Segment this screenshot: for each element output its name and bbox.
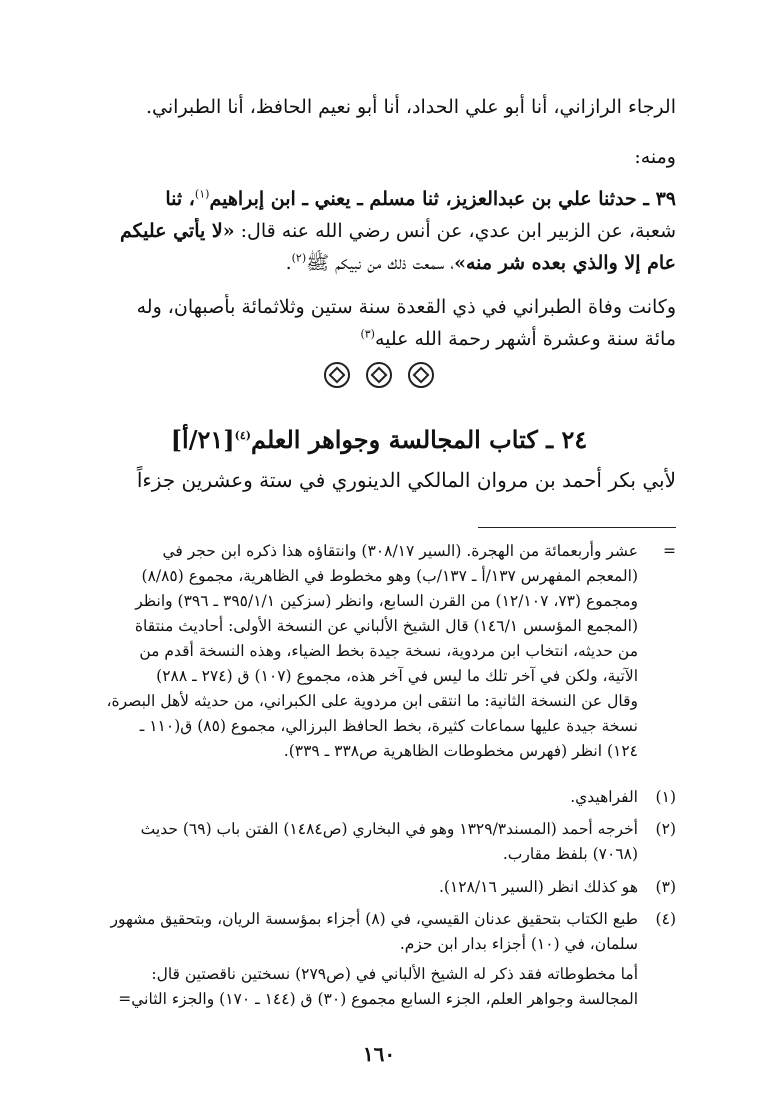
hadith-line: شعبة، عن الزبير ابن عدي، عن أنس رضي الله عنه قال: «لا يأتي عليكم [119, 220, 676, 242]
hadith-line: ٣٩ ـ حدثنا علي بن عبدالعزيز، ثنا مسلم ـ يعني ـ ابن إبراهيم$^{(١)}$، ثنا [165, 187, 676, 210]
continuation-marker: = [663, 542, 676, 560]
page-number: ١٦٠ [362, 1042, 396, 1066]
footnote-number: (٣) [655, 878, 676, 896]
section-title: ٢٤ ـ كتاب المجالسة وجواهر العلم$^{(٤)}$[٢١/أ] [170, 425, 588, 454]
footnote-ref: (٣) [360, 327, 375, 341]
footnote-number: (١) [655, 788, 676, 806]
footnote-number: (٤) [655, 910, 676, 928]
footnote-ref: (١) [194, 187, 210, 201]
text-line: وكانت وفاة الطبراني في ذي القعدة سنة ستين وثلاثمائة بأصبهان، وله [136, 296, 676, 318]
footnote-divider [478, 527, 676, 528]
book-page: الرجاء الرازاني، أنا أبو علي الحداد، أنا أبو نعيم الحافظ، أنا الطبراني. ومنه: ٣٩ ـ حدثنا علي بن عبدالعزيز، ثنا مسلم ـ يعني ـ ابن إبراهيم$^{(١)}$، ثنا شعبة، عن الزبير ابن عدي، عن أنس رضي الله عنه قال: «لا يأتي عليكم عام إلا والذي بعده شر منه»، سمعت ذلك من نبيكم ﷺ$^{(٢)}$. وكانت وفاة الطبراني في ذي القعدة سنة ستين وثلاثمائة بأصبهان، وله مائة سنة وعشرة أشهر رحمة الله عليه$^{(٣)}$ ٢٤ ـ كتاب المجالسة وجواهر العلم$^{(٤)}$[٢١/أ] لأبي بكر أحمد بن مروان المالكي الدينوري في ستة وعشرين جزءاً = عشر وأربعمائة من الهجرة. (السير ٣٠٨/١٧) وانتقاؤه هذا ذكره ابن حجر في (المعجم المفهرس ١٣٧/أ ـ ١٣٧/ب) وهو مخطوط في الظاهرية، مجموع (٨/٨٥) ومجموع (٧٣، ١٢/١٠٧) من القرن السابع، وانظر (سزكين ٣٩٥/١/١ ـ ٣٩٦) وانظر (المجمع المؤسس ١٤٦/١) قال الشيخ الألباني عن النسخة الأولى: أحاديث منتقاة من حديثه، انتخاب ابن مردوية، نسخة جيدة بخط الضياء، وهذه النسخة أقدم من الآتية، ولكن في آخر تلك ما ليس في آخر هذه، مجموع (١٠٧) ق (٢٧٤ ـ ٢٨٨) وقال عن النسخة الثانية: ما انتقى ابن مردوية على الكبراني، من حديثه لأهل البصرة، نسخة جيدة عليها سماعات كثيرة، بخط الحافظ البرزالي، مجموع (٨٥) ق(١١٠ ـ ١٢٤) انظر (فهرس مخطوطات الظاهرية ص٣٣٨ ـ ٣٣٩). (١) الفراهيدي. (٢) أخرجه أحمد (المسند١٣٢٩/٣ وهو في البخاري (ص١٤٨٤) الفتن باب (٦٩) حديث (٧٠٦٨) بلفظ مقارب. (٣) هو كذلك انظر (السير ١٢٨/١٦). (٤) طبع الكتاب بتحقيق عدنان القيسي، في (٨) أجزاء بمؤسسة الريان، وبتحقيق مشهور سلمان، في (١٠) أجزاء بدار ابن حزم. أما مخطوطاته فقد ذكر له الشيخ الألباني في (ص٢٧٩) نسختين ناقصتين قال: المجالسة وجواهر العلم، الجزء السابع مجموع (٣٠) ق (١٤٤ ـ ١٧٠) والجزء الثاني= ١٦٠ [0, 0, 758, 1109]
text-line: مائة سنة وعشرة أشهر رحمة الله عليه$^{(٣)}$ [360, 327, 676, 350]
ornament-icon [408, 362, 434, 388]
ornament-icon [324, 362, 350, 388]
hadith-line: عام إلا والذي بعده شر منه»، سمعت ذلك من نبيكم ﷺ$^{(٢)}$. [285, 251, 676, 274]
ornament-icon [366, 362, 392, 388]
footnote-number: (٢) [655, 820, 676, 838]
section-subtitle: لأبي بكر أحمد بن مروان المالكي الدينوري في ستة وعشرين جزءاً [136, 468, 676, 492]
footnote-ref: (٤) [234, 429, 251, 442]
section-ornaments [0, 362, 758, 388]
text-line: ومنه: [634, 146, 676, 168]
text-line: الرجاء الرازاني، أنا أبو علي الحداد، أنا أبو نعيم الحافظ، أنا الطبراني. [146, 96, 676, 118]
footnote-ref: (٢) [291, 251, 307, 265]
